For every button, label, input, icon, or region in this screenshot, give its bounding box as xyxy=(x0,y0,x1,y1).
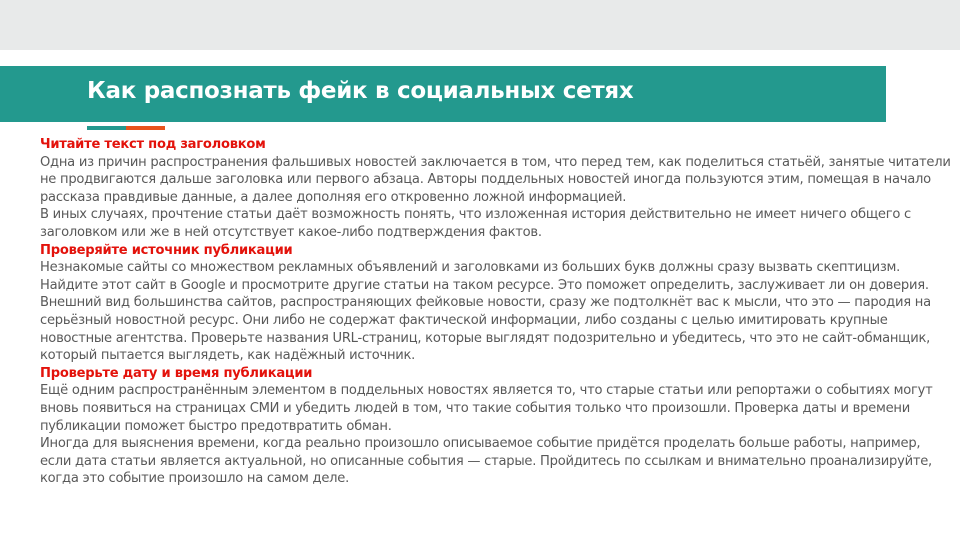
section-paragraph: Иногда для выяснения времени, когда реально произошло описываемое событие придётся проделать больше работы, например, если дата статьи является актуальной, но описанные события — старые. Пройдитесь по ссылкам и внимательно проанализируйте, когда это событие произошло на самом деле. xyxy=(40,436,932,487)
section-read-text xyxy=(40,136,955,242)
slide-title: Как распознать фейк в социальных сетях xyxy=(87,78,634,104)
accent-line-teal xyxy=(87,126,126,130)
section-paragraph: Внешний вид большинства сайтов, распространяющих фейковые новости, сразу же подтолкнёт вас к мысли, что это — пародия на серьёзный новостной ресурс. Они либо не содержат фактической информации, либо созданы с целью имитировать крупные новостные агентства. Проверьте названия URL-страниц, которые выглядят подозрительно и убедитесь, что это не сайт-обманщик, который пытается выглядеть, как надёжный источник. xyxy=(40,295,931,364)
accent-line-orange xyxy=(126,126,165,130)
section-paragraph: Незнакомые сайты со множеством рекламных объявлений и заголовками из больших букв должны сразу вызвать скептицизм. Найдите этот сайт в Google и просмотрите другие статьи на таком ресурсе. Это поможет определить, заслуживает ли он доверия. xyxy=(40,260,929,293)
section-check-date xyxy=(40,365,955,488)
section-heading: Проверьте дату и время публикации xyxy=(40,365,313,381)
section-check-source xyxy=(40,242,955,365)
section-heading: Читайте текст под заголовком xyxy=(40,137,266,152)
slide-body xyxy=(40,136,955,488)
section-paragraph: В иных случаях, прочтение статьи даёт возможность понять, что изложенная история действительно не имеет ничего общего с заголовком или же в ней отсутствует какое-либо подтверждения фактов. xyxy=(40,207,911,240)
section-paragraph: Ещё одним распространённым элементом в поддельных новостях является то, что старые статьи или репортажи о событиях могут вновь появиться на страницах СМИ и убедить людей в том, что такие события только что произошли. Проверка даты и времени публикации поможет быстро предотвратить обман. xyxy=(40,383,933,434)
top-band xyxy=(0,0,960,50)
section-paragraph: Одна из причин распространения фальшивых новостей заключается в том, что перед тем, как поделиться статьёй, занятые читатели не продвигаются дальше заголовка или первого абзаца. Авторы поддельных новостей иногда пользуются этим, помещая в начало рассказа правдивые данные, а далее дополняя его откровенно ложной информацией. xyxy=(40,154,951,205)
section-heading: Проверяйте источник публикации xyxy=(40,242,293,258)
